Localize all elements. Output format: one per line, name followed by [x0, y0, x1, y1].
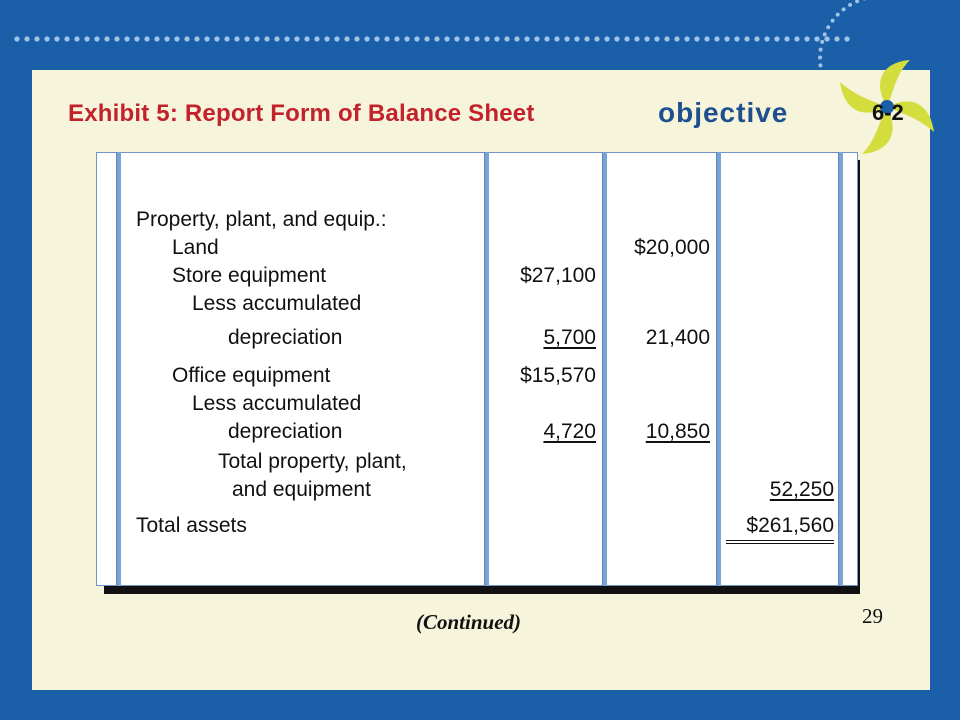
- dotted-border-decoration: [12, 34, 852, 44]
- row-label: Land: [172, 236, 219, 259]
- column-divider: [838, 152, 843, 586]
- row-label: Less accumulated: [192, 292, 362, 315]
- row-label: depreciation: [228, 326, 343, 349]
- row-label: Total property, plant,: [218, 450, 407, 473]
- column-divider: [716, 152, 721, 586]
- column-divider: [484, 152, 489, 586]
- row-label: Total assets: [136, 514, 247, 537]
- objective-label: objective: [658, 97, 789, 128]
- row-label: Less accumulated: [192, 392, 362, 415]
- row-label: and equipment: [232, 478, 371, 501]
- row-label: Office equipment: [172, 364, 331, 387]
- total-assets-cell: $261,560: [726, 514, 834, 544]
- amount-cell: 5,700: [543, 326, 596, 349]
- amount-cell: 10,850: [645, 420, 710, 443]
- amount-cell: 4,720: [543, 420, 596, 443]
- column-divider: [116, 152, 121, 586]
- continued-note: (Continued): [416, 610, 522, 634]
- row-label: depreciation: [228, 420, 343, 443]
- row-label: Store equipment: [172, 264, 327, 287]
- amount-cell: $15,570: [520, 364, 596, 387]
- amount-cell: $20,000: [634, 236, 710, 259]
- objective-number: 6-2: [872, 100, 904, 125]
- amount-cell: 21,400: [645, 326, 710, 349]
- amount-cell: $27,100: [520, 264, 596, 287]
- page-number: 29: [862, 604, 883, 628]
- column-divider: [602, 152, 607, 586]
- slide-title: Exhibit 5: Report Form of Balance Sheet: [68, 100, 535, 127]
- total-cell: 52,250: [769, 478, 834, 501]
- row-label: Property, plant, and equip.:: [136, 208, 387, 231]
